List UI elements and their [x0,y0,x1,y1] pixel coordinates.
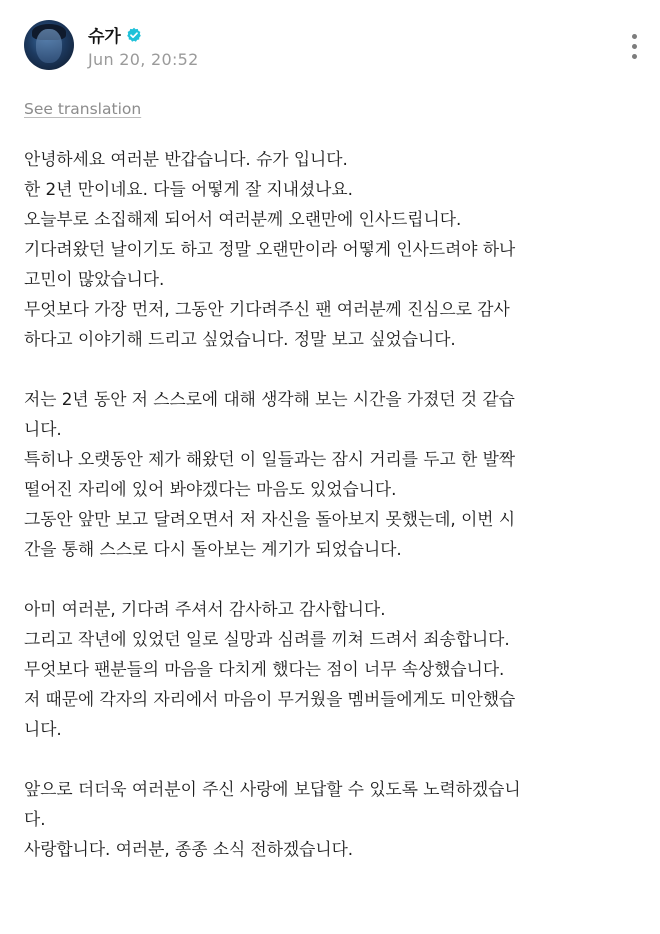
post-timestamp: Jun 20, 20:52 [88,50,199,69]
avatar[interactable] [24,20,74,70]
post-paragraph: 앞으로 더더욱 여러분이 주신 사랑에 보답할 수 있도록 노력하겠습니 다. 사랑합니다. 여러분, 종종 소식 전하겠습니다. [24,779,521,859]
vertical-ellipsis-icon[interactable] [630,34,638,64]
post-body [24,144,644,894]
author-row [88,22,142,47]
post-paragraph: 저는 2년 동안 저 스스로에 대해 생각해 보는 시간을 가졌던 것 같습 니다. 특히나 오랫동안 제가 해왔던 이 일들과는 잠시 거리를 두고 한 발짝 떨어진 자리에 있어 봐야겠다는 마음도 있었습니다. 그동안 앞만 보고 달려오면서 저 자신을 돌아보지 못했는데, 이번 시 간을 통해 스스로 다시 돌아보는 계기가 되었습니다. [24,389,516,559]
post-paragraph: 아미 여러분, 기다려 주셔서 감사하고 감사합니다. 그리고 작년에 있었던 일로 실망과 심려를 끼쳐 드려서 죄송합니다. 무엇보다 팬분들의 마음을 다치게 했다는 점이 너무 속상했습니다. 저 때문에 각자의 자리에서 마음이 무거웠을 멤버들에게도 미안했습 니다. [24,599,516,739]
verified-badge-icon [126,27,142,43]
see-translation-link[interactable]: See translation [24,100,142,118]
post-paragraph: 안녕하세요 여러분 반갑습니다. 슈가 입니다. 한 2년 만이네요. 다들 어떻게 잘 지내셨나요. 오늘부로 소집해제 되어서 여러분께 오랜만에 인사드립니다. 기다려왔던 날이기도 하고 정말 오랜만이라 어떻게 인사드려야 하나 고민이 많았습니다. 무엇보다 가장 먼저, 그동안 기다려주신 팬 여러분께 진심으로 감사 하다고 이야기해 드리고 싶었습니다. 정말 보고 싶었습니다. [24,149,516,349]
post-header [24,20,644,74]
author-name[interactable]: 슈가 [88,27,121,47]
